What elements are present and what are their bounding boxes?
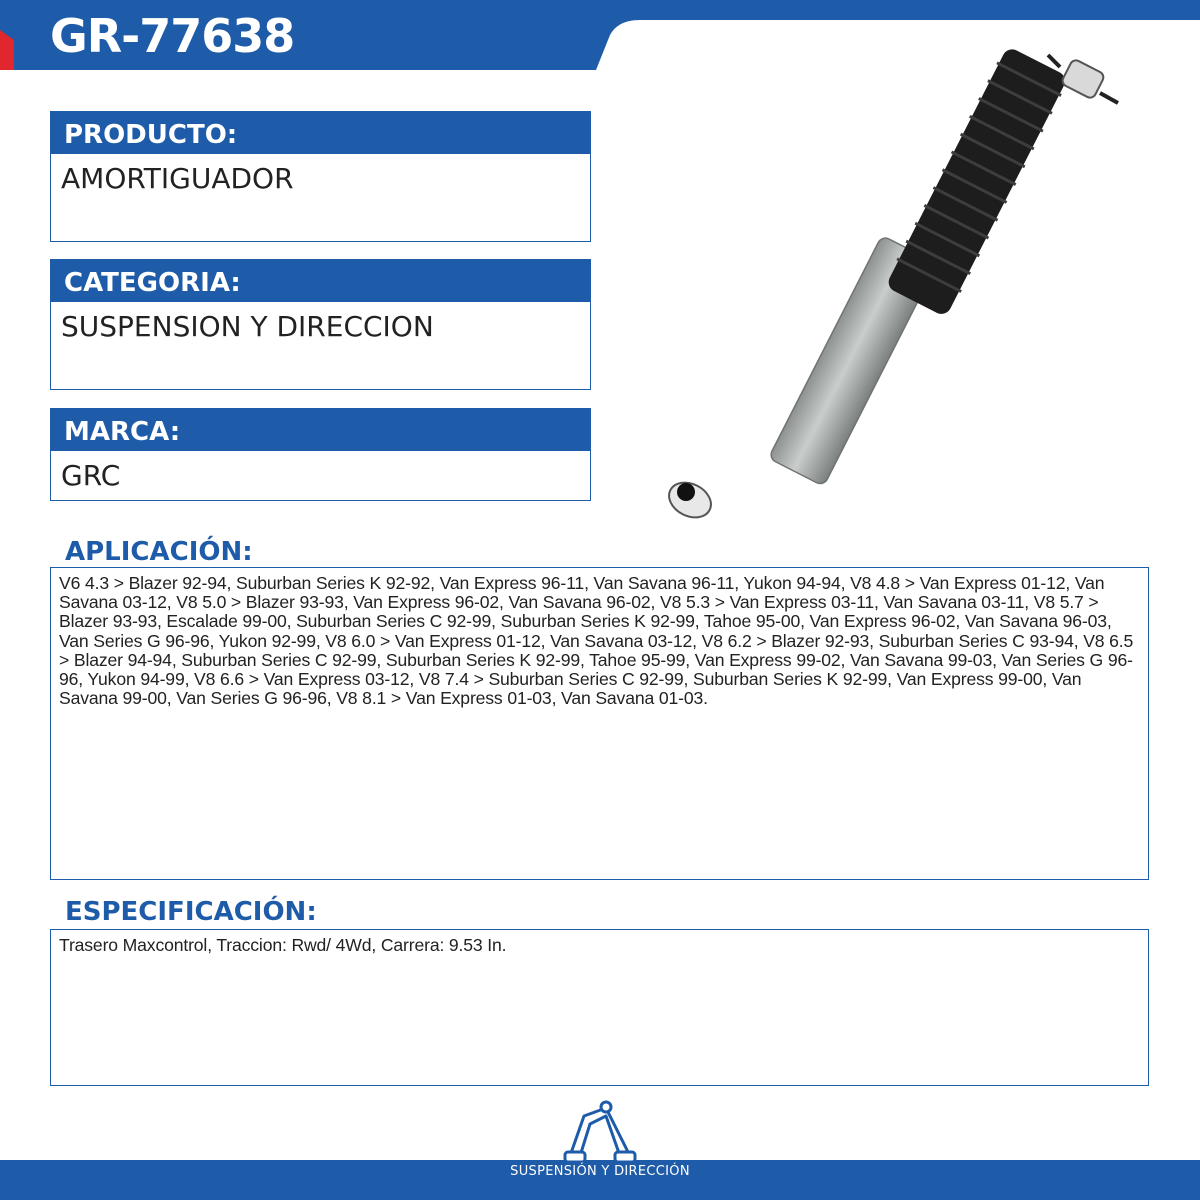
- aplicacion-text: V6 4.3 > Blazer 92-94, Suburban Series K 92-92, Van Express 96-11, Van Savana 96-11, Yukon 94-94, V8 4.8 > Van Express 01-12, Van Savana 03-12, V8 5.0 > Blazer 93-93, Van Express 96-02, Van Savana 96-02, V8 5.3 > Van Express 03-11, Van Savana 03-11, V8 5.7 > Blazer 93-93, Escalade 99-00, Suburban Series C 92-99, Suburban Series K 92-99, Tahoe 95-00, Van Express 96-02, Van Savana 96-03, Van Series G 96-96, Yukon 92-99, V8 6.0 > Van Express 01-12, Van Savana 03-12, V8 6.2 > Blazer 92-93, Suburban Series C 93-94, V8 6.5 > Blazer 94-94, Suburban Series C 92-99, Suburban Series K 92-99, Tahoe 95-99, Van Express 99-02, Van Savana 99-03, Van Series G 96-96, Yukon 94-99, V8 6.6 > Van Express 03-12, V8 7.4 > Suburban Series C 92-99, Suburban Series K 92-99, Van Express 99-00, Van Savana 99-00, Van Series G 96-96, V8 8.1 > Van Express 01-03, Van Savana 01-03.: [50, 567, 1149, 880]
- producto-value: AMORTIGUADOR: [61, 162, 294, 195]
- especificacion-title: ESPECIFICACIÓN:: [65, 897, 317, 927]
- marca-label: MARCA:: [51, 409, 590, 453]
- categoria-value: SUSPENSION Y DIRECCION: [61, 310, 434, 343]
- producto-label: PRODUCTO:: [51, 112, 590, 156]
- marca-field: [50, 408, 591, 501]
- control-arm-icon: [560, 1098, 640, 1168]
- product-code: GR-77638: [50, 9, 295, 63]
- categoria-field: [50, 259, 591, 390]
- aplicacion-title: APLICACIÓN:: [65, 537, 253, 567]
- marca-value: GRC: [61, 459, 121, 492]
- shock-absorber-image: [640, 45, 1160, 535]
- categoria-label: CATEGORIA:: [51, 260, 590, 304]
- especificacion-text: Trasero Maxcontrol, Traccion: Rwd/ 4Wd, Carrera: 9.53 In.: [50, 929, 1149, 1086]
- footer-label: SUSPENSIÓN Y DIRECCIÓN: [510, 1164, 690, 1179]
- producto-field: [50, 111, 591, 242]
